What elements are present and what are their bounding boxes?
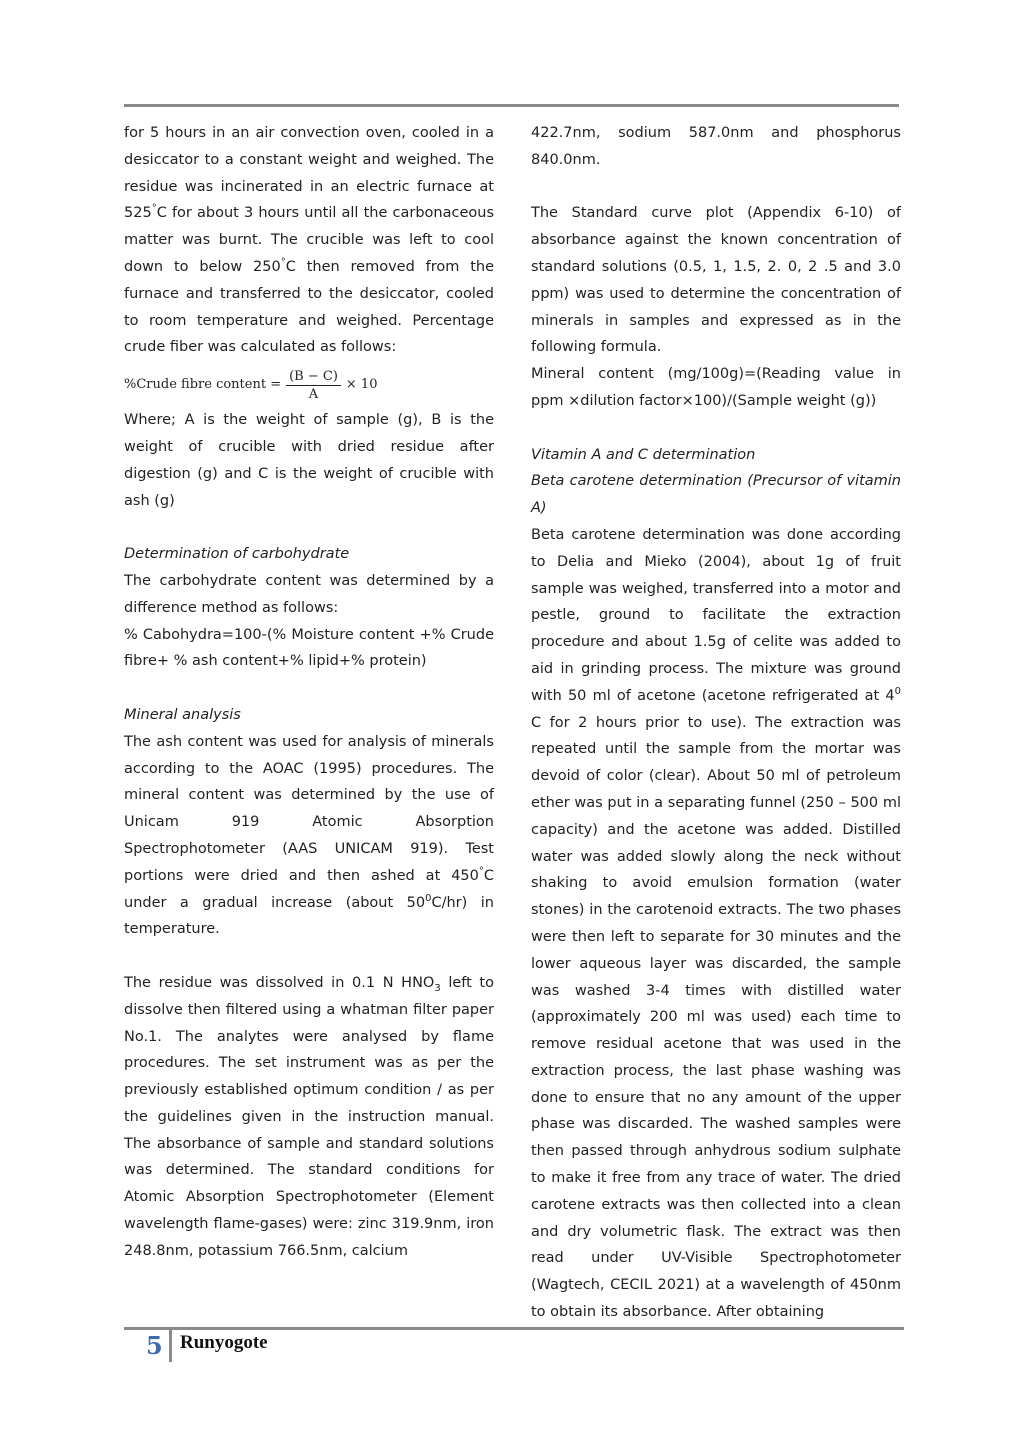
left-column <box>124 120 494 1265</box>
header-rule <box>124 104 899 107</box>
heading-beta-carotene: Beta carotene determination (Precursor of vitamin A) <box>531 473 901 517</box>
heading-carbohydrate: Determination of carbohydrate <box>124 546 350 563</box>
page-number: 5 <box>146 1331 163 1360</box>
crude-fibre-formula <box>124 363 494 407</box>
paragraph-crude-fibre: for 5 hours in an air convection oven, cooled in a desiccator to a constant weight and weighed. The residue was incinerated in an electric furnace at 525°C for about 3 hours until all the carbonaceous matter was burnt. The crucible was left to cool down to below 250°C then removed from the furnace and transferred to the desiccator, cooled to room temperature and weighed. Percentage crude fiber was calculated as follows: <box>124 125 494 356</box>
right-column <box>531 120 901 1326</box>
carbohydrate-formula: % Cabohydra=100-(% Moisture content +% Crude fibre+ % ash content+% lipid+% protein) <box>124 626 494 670</box>
footer-author: Runyogote <box>180 1332 268 1353</box>
heading-vitamin: Vitamin A and C determination <box>531 446 756 463</box>
formula-denominator: A <box>308 386 319 402</box>
paragraph-residue: The residue was dissolved in 0.1 N $HNO_3$ left to dissolve then filtered using a whatman filter paper No.1. The analytes were analysed by flame procedures. The set instrument was as per the previously established optimum condition / as per the guidelines given in the instruction manual. The absorbance of sample and standard solutions was determined. The standard conditions for Atomic Absorption Spectrophotometer (Element wavelength flame-gases) were: zinc 319.9nm, iron 248.8nm, potassium 766.5nm, calcium <box>124 974 494 1259</box>
footer-divider <box>169 1330 172 1362</box>
footer-rule <box>124 1327 904 1330</box>
formula-rhs: × 10 <box>345 376 378 392</box>
formula-numerator: (B − C) <box>286 368 341 386</box>
paragraph-wavelength-continued: 422.7nm, sodium 587.0nm and phosphorus 840.0nm. <box>531 125 901 168</box>
paragraph-where: Where; A is the weight of sample (g), B is the weight of crucible with dried residue after digestion (g) and C is the weight of crucible with ash (g) <box>124 412 494 509</box>
mineral-content-formula: Mineral content (mg/100g)=(Reading value in ppm ×dilution factor×100)/(Sample weight (g)) <box>531 366 901 409</box>
paragraph-standard-curve: The Standard curve plot (Appendix 6-10) of absorbance against the known concentration of standard solutions (0.5, 1, 1.5, 2. 0, 2 .5 and 3.0 ppm) was used to determine the concentration of minerals in samples and expressed as in the following formula. <box>531 205 901 356</box>
paragraph-beta-carotene: Beta carotene determination was done according to Delia and Mieko (2004), about 1g of fruit sample was weighed, transferred into a motor and pestle, ground to facilitate the extraction procedure and about 1.5g of celite was added to aid in grinding process. The mixture was ground with 50 ml of acetone (acetone refrigerated at $4^0$ C for 2 hours prior to use). The extraction was repeated until the sample from the mortar was devoid of color (clear). About 50 ml of petroleum ether was put in a separating funnel (250 – 500 ml capacity) and the acetone was added. Distilled water was added slowly along the neck without shaking to avoid emulsion formation (water stones) in the carotenoid extracts. The two phases were then left to separate for 30 minutes and the lower aqueous layer was discarded, the sample was washed 3-4 times with distilled water (approximately 200 ml was used) each time to remove residual acetone that was used in the extraction process, the last phase washing was done to ensure that no any amount of the upper phase was discarded. The washed samples were then passed through anhydrous sodium sulphate to make it free from any trace of water. The dried carotene extracts was then collected into a clean and dry volumetric flask. The extract was then read under UV-Visible Spectrophotometer (Wagtech, CECIL 2021) at a wavelength of 450nm to obtain its absorbance. After obtaining <box>531 526 901 1321</box>
paragraph-carbohydrate: The carbohydrate content was determined by a difference method as follows: <box>124 572 494 616</box>
formula-fraction <box>286 368 341 403</box>
paragraph-mineral-analysis: The ash content was used for analysis of minerals according to the AOAC (1995) procedures. The mineral content was determined by the use of Unicam 919 Atomic Absorption Spectrophotometer (AAS UNICAM 919). Test portions were dried and then ashed at 450°C under a gradual increase (about $50^0C/hr$) in temperature. <box>124 733 494 938</box>
heading-mineral-analysis: Mineral analysis <box>124 706 241 723</box>
formula-lhs: %Crude fibre content = <box>124 376 282 392</box>
